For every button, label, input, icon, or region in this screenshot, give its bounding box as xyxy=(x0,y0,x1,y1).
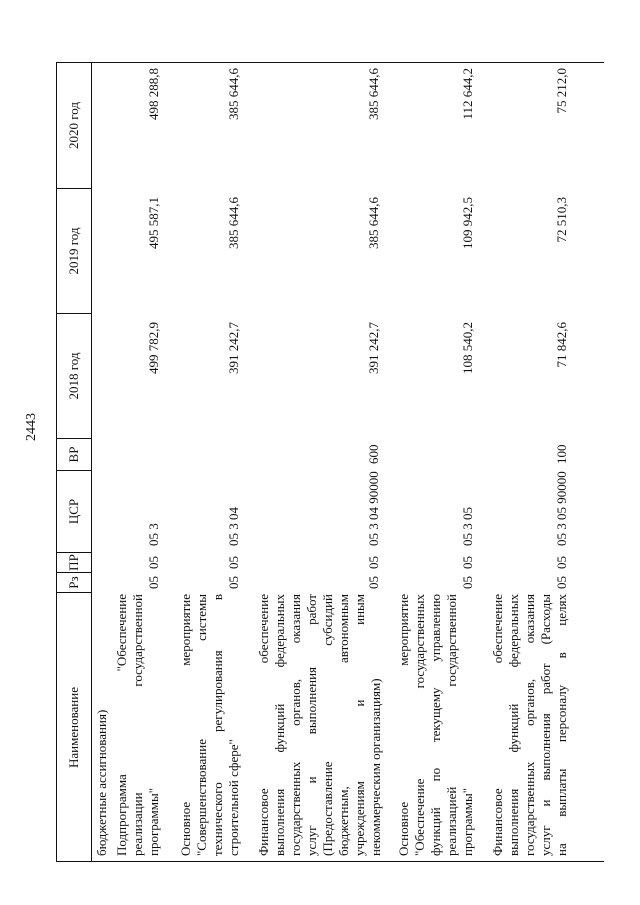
table-right-border xyxy=(92,62,604,63)
row-2018: 71 842,6 xyxy=(554,322,569,368)
row-pr: 05 xyxy=(146,556,161,569)
row-csr: 05 3 04 90000 xyxy=(366,471,381,546)
header-2018: 2018 год xyxy=(56,313,92,438)
row-2018: 108 540,2 xyxy=(460,322,475,374)
row-2020: 385 644,6 xyxy=(226,68,241,120)
header-csr: ЦСР xyxy=(56,470,92,552)
row-2020: 498 288,8 xyxy=(146,68,161,120)
row-name: Подпрограмма "Обеспечение реализации государственной программы" xyxy=(114,594,161,856)
page-number: 2443 xyxy=(24,413,39,441)
row-name: Финансовое обеспечение выполнения функций федеральных государственных органов, оказания услуг и выполнения работ (Предоставление субсидий бюджетным, автономным учреждениям и иным некоммерческим организациям) xyxy=(256,594,383,856)
budget-table xyxy=(56,62,604,862)
row-2020: 75 212,0 xyxy=(554,68,569,114)
row-vr: 100 xyxy=(554,444,569,464)
header-2020: 2020 год xyxy=(56,62,92,188)
row-2019: 109 942,5 xyxy=(460,197,475,249)
header-pr: ПР xyxy=(56,552,92,572)
row-2018: 391 242,7 xyxy=(366,322,381,374)
header-vr: ВР xyxy=(56,438,92,470)
row-csr: 05 3 xyxy=(146,523,161,546)
row-2019: 72 510,3 xyxy=(554,197,569,243)
table-left-border xyxy=(92,861,604,862)
row-name: Основное мероприятие "Обеспечение государственных функций по текущему управлению реализацией государственной программы" xyxy=(396,594,475,856)
row-2020: 385 644,6 xyxy=(366,68,381,120)
row-pr: 05 xyxy=(554,556,569,569)
header-name: Наименование xyxy=(56,592,92,862)
row-rz: 05 xyxy=(146,576,161,589)
header-2019: 2019 год xyxy=(56,188,92,313)
row-2020: 112 644,2 xyxy=(460,68,475,120)
row-pr: 05 xyxy=(366,556,381,569)
row-pr: 05 xyxy=(460,556,475,569)
row-2018: 391 242,7 xyxy=(226,322,241,374)
carryover-text: бюджетные ассигнования) xyxy=(94,709,109,856)
row-2019: 385 644,6 xyxy=(366,197,381,249)
header-rz: Рз xyxy=(56,572,92,592)
row-vr: 600 xyxy=(366,444,381,464)
row-2019: 495 587,1 xyxy=(146,197,161,249)
row-rz: 05 xyxy=(226,576,241,589)
row-csr: 05 3 05 xyxy=(460,507,475,546)
row-rz: 05 xyxy=(366,576,381,589)
row-rz: 05 xyxy=(554,576,569,589)
row-csr: 05 3 05 90000 xyxy=(554,471,569,546)
row-name: Основное мероприятие "Совершенствование системы технического регулирования в строительной сфере" xyxy=(178,594,241,856)
row-2019: 385 644,6 xyxy=(226,197,241,249)
row-csr: 05 3 04 xyxy=(226,507,241,546)
row-pr: 05 xyxy=(226,556,241,569)
row-name: Финансовое обеспечение выполнения функций федеральных государственных органов, оказания услуг и выполнения работ (Расходы на выплаты персоналу в целях xyxy=(490,594,569,856)
row-2018: 499 782,9 xyxy=(146,322,161,374)
row-rz: 05 xyxy=(460,576,475,589)
